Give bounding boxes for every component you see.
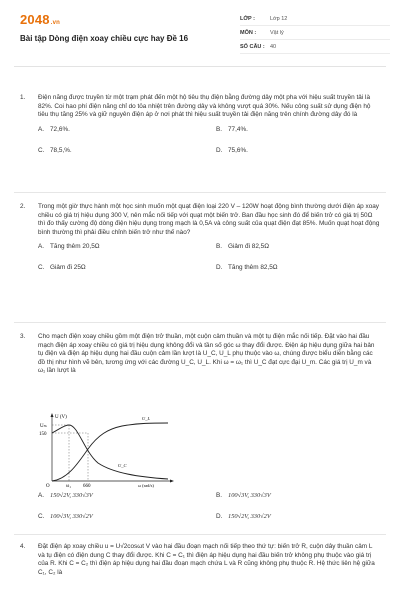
- question-number: 2.: [20, 203, 26, 210]
- meta-value: Vật lý: [270, 29, 284, 36]
- ul-curve-label: U_L: [142, 416, 151, 421]
- option-b[interactable]: [216, 126, 248, 135]
- meta-table: [240, 12, 390, 54]
- x-tick-omega1: ω₁: [66, 484, 72, 489]
- y-tick-um: Uₘ: [40, 424, 47, 429]
- meta-row-subject: [240, 26, 390, 40]
- x-tick-660: 660: [83, 484, 91, 489]
- question-3: [20, 333, 380, 376]
- x-axis-arrow: [170, 480, 174, 483]
- option-c[interactable]: [38, 264, 86, 273]
- site-logo[interactable]: [20, 12, 60, 27]
- option-text: 100√3V, 330√2V: [50, 513, 93, 520]
- option-label: C.: [38, 146, 45, 154]
- option-text: Tăng thêm 20,5Ω: [50, 243, 100, 251]
- question-options: [38, 243, 380, 273]
- option-label: B.: [216, 243, 223, 251]
- option-c[interactable]: [38, 513, 93, 522]
- option-text: Giảm đi 82,5Ω: [228, 243, 270, 251]
- question-2: [20, 203, 380, 273]
- option-d[interactable]: [216, 513, 271, 522]
- option-c[interactable]: [38, 147, 72, 156]
- option-label: D.: [216, 513, 223, 520]
- option-label: C.: [38, 264, 45, 272]
- option-d[interactable]: [216, 147, 248, 156]
- option-label: D.: [216, 146, 223, 154]
- meta-value: Lớp 12: [270, 15, 288, 22]
- option-label: A.: [38, 243, 45, 251]
- question-number: 3.: [20, 333, 26, 340]
- question-number: 4.: [20, 543, 26, 550]
- question-number: 1.: [20, 94, 26, 101]
- option-label: B.: [216, 492, 223, 499]
- question-text: Cho mạch điện xoay chiều gồm một điện trở thuần, một cuộn cảm thuần và một tụ điện mắc nối tiếp. Đặt vào hai đầu mạch điện áp xoay chiều có giá trị hiệu dụng không đổi và tần số góc ω thay đổi được. Điện áp hiệu dụng giữa hai bản tụ điện và điện áp hiệu dụng hai đầu cuộn cảm lần lượt là U_C, U_L phụ thuộc vào ω, chúng được biểu diễn bằng các đồ thị như hình vẽ bên, tương ứng với các đường U_C, U_L. Khi ω = ω₁ thì U_C đạt cực đại U_m. Các giá trị U_m và ω₁ lần lượt là: [38, 333, 375, 375]
- question-3-options: [20, 492, 380, 522]
- question-options: [38, 126, 380, 156]
- meta-key: SỐ CÂU :: [240, 43, 265, 50]
- question-text: Trong một giờ thực hành một học sinh muốn một quạt điện loại 220 V – 120W hoạt động bình thường dưới điện áp xoay chiều có giá trị hiệu dụng 300 V, nên mắc nối tiếp với quạt một biến trở. Ban đầu học sinh đó để biến trở có giá trị 50Ω thì đo thấy cường độ dòng điện hiệu dụng trong mạch là 0,5A và công suất của quạt điện đạt 85%. Muốn quạt hoạt động bình thường thì phải điều chỉnh biến trở như thế nào?: [38, 203, 380, 236]
- question-options: [38, 492, 380, 522]
- logo-suffix: .vn: [50, 20, 61, 26]
- origin-label: O: [46, 484, 50, 489]
- option-text: 100√3V, 330√3V: [228, 492, 271, 499]
- meta-key: LỚP :: [240, 15, 255, 22]
- x-axis-label: ω (rad/s): [138, 483, 154, 488]
- option-text: 75,6%.: [228, 146, 248, 154]
- uc-curve: [52, 425, 168, 479]
- option-label: B.: [216, 125, 223, 133]
- option-text: 150√2V, 330√2V: [228, 513, 271, 520]
- y-axis-arrow: [51, 413, 54, 417]
- divider: [14, 534, 386, 535]
- ul-curve: [52, 423, 168, 481]
- question-text: Đặt điện áp xoay chiều u = U√2cosωt V vào hai đầu đoạn mạch nối tiếp theo thứ tự: biến trở R, cuộn dây thuần cảm L và tụ điện có điện dung C thay đổi được. Khi C = C₁ thì điện áp hiệu dụng hai đầu biến trở không phụ thuộc vào giá trị của R. Khi C = C₂ thì điện áp hiệu dụng hai đầu đoạn mạch chứa L và R cũng không phụ thuộc R. Hệ thức liên hệ giữa C₁, C₂ là: [38, 543, 375, 576]
- option-label: C.: [38, 513, 45, 520]
- option-text: 78,5,%.: [50, 146, 72, 154]
- option-label: A.: [38, 492, 45, 499]
- voltage-frequency-graph: [38, 411, 178, 489]
- option-text: Tăng thêm 82,5Ω: [228, 264, 278, 272]
- meta-row-class: [240, 12, 390, 26]
- option-a[interactable]: [38, 126, 70, 135]
- meta-row-count: [240, 40, 390, 54]
- divider: [14, 322, 386, 323]
- question-1: [20, 94, 380, 156]
- y-axis-label: U (V): [55, 415, 67, 420]
- option-b[interactable]: [216, 243, 269, 252]
- option-text: 72,6%.: [50, 125, 70, 133]
- option-a[interactable]: [38, 492, 93, 501]
- option-label: D.: [216, 264, 223, 272]
- page-title: Bài tập Dòng điện xoay chiều cực hay Đề 16: [20, 34, 189, 43]
- option-text: 77,4%.: [228, 125, 248, 133]
- meta-key: MÔN :: [240, 29, 257, 36]
- uc-curve-label: U_C: [118, 463, 127, 468]
- question-4: [20, 543, 380, 577]
- option-text: Giảm đi 25Ω: [50, 264, 86, 272]
- meta-value: 40: [270, 43, 277, 50]
- logo-text: 2048: [20, 12, 50, 27]
- page-header: [14, 0, 386, 67]
- y-tick-150: 150: [39, 432, 47, 437]
- option-text: 150√2V, 330√3V: [50, 492, 93, 499]
- question-text: Điện năng được truyền từ một trạm phát đến một hộ tiêu thụ điện bằng đường dây một pha với hiệu suất truyền tải là 82%. Coi hao phí điện năng chỉ do tỏa nhiệt trên đường dây và không vượt quá 30%. Nếu công suất sử dụng điện hộ tiêu thụ tăng 25% và giữ nguyên điện áp ở nơi phát thì hiệu suất truyền tải điện năng trên chính đường dây đó là: [38, 94, 371, 119]
- option-label: A.: [38, 125, 45, 133]
- option-d[interactable]: [216, 264, 278, 273]
- option-b[interactable]: [216, 492, 271, 501]
- option-a[interactable]: [38, 243, 100, 252]
- divider: [14, 192, 386, 193]
